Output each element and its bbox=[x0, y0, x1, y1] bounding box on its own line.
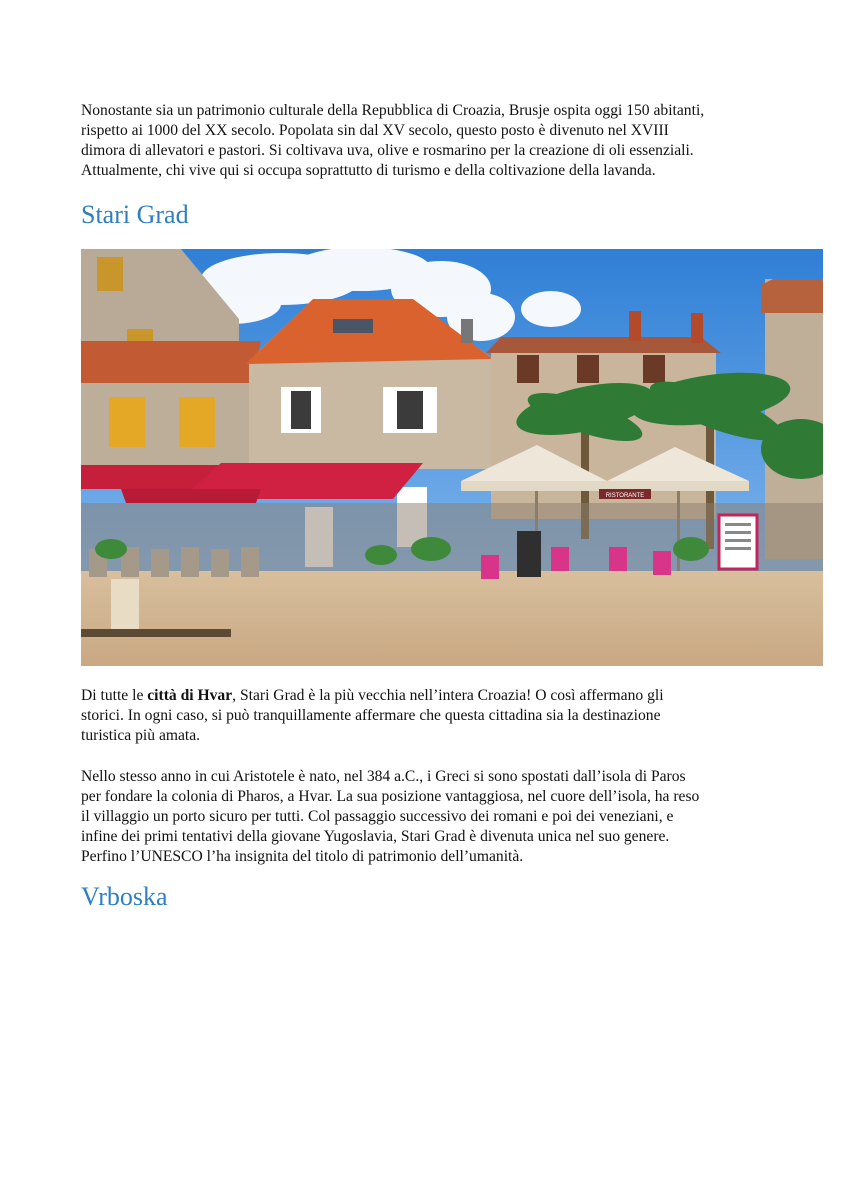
text-line: Nello stesso anno in cui Aristotele è nato, nel 384 a.C., i Greci si sono spostati dall’isola di Paros bbox=[81, 768, 686, 785]
text-run: Di tutte le bbox=[81, 687, 148, 704]
menu-board bbox=[719, 515, 757, 569]
shop-sign-text: RISTORANTE bbox=[605, 493, 645, 499]
stone-square bbox=[81, 571, 823, 666]
text-line: dimora di allevatori e pastori. Si coltivava uva, olive e rosmarino per la creazione di oli essenziali. bbox=[81, 142, 694, 159]
text-line bbox=[81, 686, 781, 706]
stari-grad-photo bbox=[81, 249, 823, 666]
text-line: Attualmente, chi vive qui si occupa soprattutto di turismo e della coltivazione della lavanda. bbox=[81, 162, 656, 179]
text-line: rispetto ai 1000 del XX secolo. Popolata sin dal XV secolo, questo posto è divenuto nel XVIII bbox=[81, 122, 669, 139]
bold-keyword: città di Hvar bbox=[147, 687, 233, 704]
stari-grad-paragraph-2 bbox=[81, 767, 781, 867]
section-heading-vrboska: Vrboska bbox=[81, 882, 168, 911]
text-line: per fondare la colonia di Pharos, a Hvar. La sua posizione vantaggiosa, nel cuore dell’isola, ha reso bbox=[81, 788, 700, 805]
chalkboard-sign bbox=[517, 531, 541, 577]
text-line: il villaggio un porto sicuro per tutti. Col passaggio successivo dei romani e poi dei veneziani, e bbox=[81, 808, 674, 825]
stone-column bbox=[111, 579, 139, 631]
intro-paragraph bbox=[81, 101, 781, 181]
text-line: Nonostante sia un patrimonio culturale della Repubblica di Croazia, Brusje ospita oggi 150 abitanti, bbox=[81, 102, 705, 119]
stari-grad-paragraph-1 bbox=[81, 686, 781, 746]
text-line: turistica più amata. bbox=[81, 727, 201, 744]
red-awnings bbox=[81, 463, 423, 503]
text-run: , Stari Grad è la più vecchia nell’intera Croazia! O così affermano gli bbox=[232, 687, 664, 704]
section-heading-stari-grad: Stari Grad bbox=[81, 200, 189, 229]
bench-base bbox=[81, 629, 231, 637]
text-line: Perfino l’UNESCO l’ha insignita del titolo di patrimonio dell’umanità. bbox=[81, 848, 524, 865]
text-line: storici. In ogni caso, si può tranquillamente affermare che questa cittadina sia la destinazione bbox=[81, 707, 661, 724]
text-line: infine dei primi tentativi della giovane Yugoslavia, Stari Grad è divenuta unica nel suo genere. bbox=[81, 828, 670, 845]
